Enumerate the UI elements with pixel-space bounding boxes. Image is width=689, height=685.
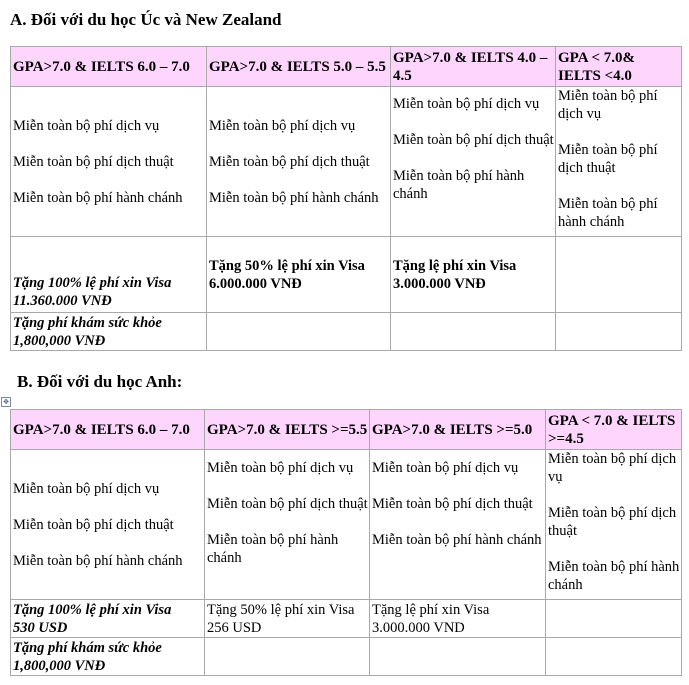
visa-amount: 530 USD [13, 619, 68, 636]
empty-cell [207, 313, 391, 351]
visa-offer: Tặng 50% lệ phí xin Visa [209, 258, 365, 274]
health-offer: Tặng phí khám sức khỏe [13, 314, 162, 331]
fee-service: Miễn toàn bộ phí dịch vụ [372, 460, 519, 476]
visa-offer: Tặng lệ phí xin Visa [393, 258, 517, 274]
fee-translation: Miễn toàn bộ phí dịch thuật [207, 496, 368, 512]
fee-translation: Miễn toàn bộ phí dịch thuật [13, 516, 174, 533]
visa-cell [207, 237, 391, 313]
table-australia-nz [10, 46, 682, 351]
fees-cell [11, 450, 205, 600]
header-cell: GPA>7.0 & IELTS 4.0 – 4.5 [391, 47, 556, 87]
fee-translation: Miễn toàn bộ phí dịch thuật [393, 132, 554, 148]
section-a-title: A. Đối với du học Úc và New Zealand [10, 10, 282, 29]
table-row [11, 600, 682, 638]
fee-service: Miễn toàn bộ phí dịch vụ [548, 451, 677, 485]
table-header-row [11, 47, 682, 87]
empty-cell [205, 638, 370, 676]
header-cell: GPA>7.0 & IELTS >=5.0 [370, 410, 546, 450]
section-b-title: B. Đối với du học Anh: [17, 372, 183, 391]
empty-cell [556, 237, 682, 313]
empty-cell [391, 313, 556, 351]
visa-cell [370, 600, 546, 638]
fees-cell [370, 450, 546, 600]
visa-cell [391, 237, 556, 313]
visa-offer: Tặng 50% lệ phí xin Visa [207, 601, 355, 618]
fees-cell [391, 87, 556, 237]
empty-cell [556, 313, 682, 351]
visa-offer: Tặng 100% lệ phí xin Visa [13, 275, 172, 291]
fee-admin: Miễn toàn bộ phí hành chánh [372, 532, 542, 548]
move-handle-icon[interactable]: ✥ [1, 397, 11, 407]
table-row [11, 313, 682, 351]
header-cell: GPA>7.0 & IELTS 5.0 – 5.5 [207, 47, 391, 87]
fee-service: Miễn toàn bộ phí dịch vụ [558, 88, 658, 122]
table-uk [10, 409, 682, 676]
header-cell: GPA>7.0 & IELTS >=5.5 [205, 410, 370, 450]
fee-service: Miễn toàn bộ phí dịch vụ [13, 480, 160, 497]
fee-translation: Miễn toàn bộ phí dịch thuật [548, 505, 677, 539]
visa-offer: Tặng 100% lệ phí xin Visa [13, 601, 172, 618]
header-cell: GPA < 7.0& IELTS <4.0 [556, 47, 682, 87]
health-cell [11, 313, 207, 351]
table-header-row [11, 410, 682, 450]
fees-cell [546, 450, 682, 600]
fee-admin: Miễn toàn bộ phí hành chánh [13, 552, 183, 569]
health-offer: Tặng phí khám sức khỏe [13, 639, 162, 656]
visa-amount: 3.000.000 VNĐ [393, 276, 486, 292]
header-cell: GPA>7.0 & IELTS 6.0 – 7.0 [11, 410, 205, 450]
fee-service: Miễn toàn bộ phí dịch vụ [393, 96, 540, 112]
fee-admin: Miễn toàn bộ phí hành chánh [548, 559, 680, 593]
fees-cell [11, 87, 207, 237]
fee-admin: Miễn toàn bộ phí hành chánh [209, 189, 379, 206]
fee-admin: Miễn toàn bộ phí hành chánh [207, 532, 339, 566]
health-amount: 1,800,000 VNĐ [13, 657, 106, 674]
fee-service: Miễn toàn bộ phí dịch vụ [13, 117, 160, 134]
visa-cell [11, 600, 205, 638]
empty-cell [370, 638, 546, 676]
table-row [11, 638, 682, 676]
fee-admin: Miễn toàn bộ phí hành chánh [393, 168, 525, 202]
empty-cell [546, 600, 682, 638]
visa-amount: 6.000.000 VNĐ [209, 276, 302, 292]
health-amount: 1,800,000 VNĐ [13, 332, 106, 349]
fee-admin: Miễn toàn bộ phí hành chánh [13, 189, 183, 206]
table-row [11, 237, 682, 313]
fees-cell [205, 450, 370, 600]
fee-service: Miễn toàn bộ phí dịch vụ [209, 117, 356, 134]
header-cell: GPA < 7.0 & IELTS >=4.5 [546, 410, 682, 450]
fee-service: Miễn toàn bộ phí dịch vụ [207, 460, 354, 476]
visa-cell [11, 237, 207, 313]
fee-translation: Miễn toàn bộ phí dịch thuật [558, 142, 658, 176]
visa-amount: 3.000.000 VND [372, 619, 465, 636]
fee-translation: Miễn toàn bộ phí dịch thuật [13, 153, 174, 170]
visa-offer: Tặng lệ phí xin Visa [372, 601, 490, 618]
fees-cell [207, 87, 391, 237]
fee-translation: Miễn toàn bộ phí dịch thuật [209, 153, 370, 170]
header-cell: GPA>7.0 & IELTS 6.0 – 7.0 [11, 47, 207, 87]
table-row [11, 450, 682, 600]
fee-admin: Miễn toàn bộ phí hành chánh [558, 196, 658, 230]
fee-translation: Miễn toàn bộ phí dịch thuật [372, 496, 533, 512]
empty-cell [546, 638, 682, 676]
table-row [11, 87, 682, 237]
visa-amount: 11.360.000 VNĐ [13, 293, 112, 309]
visa-cell [205, 600, 370, 638]
fees-cell [556, 87, 682, 237]
health-cell [11, 638, 205, 676]
visa-amount: 256 USD [207, 619, 262, 636]
